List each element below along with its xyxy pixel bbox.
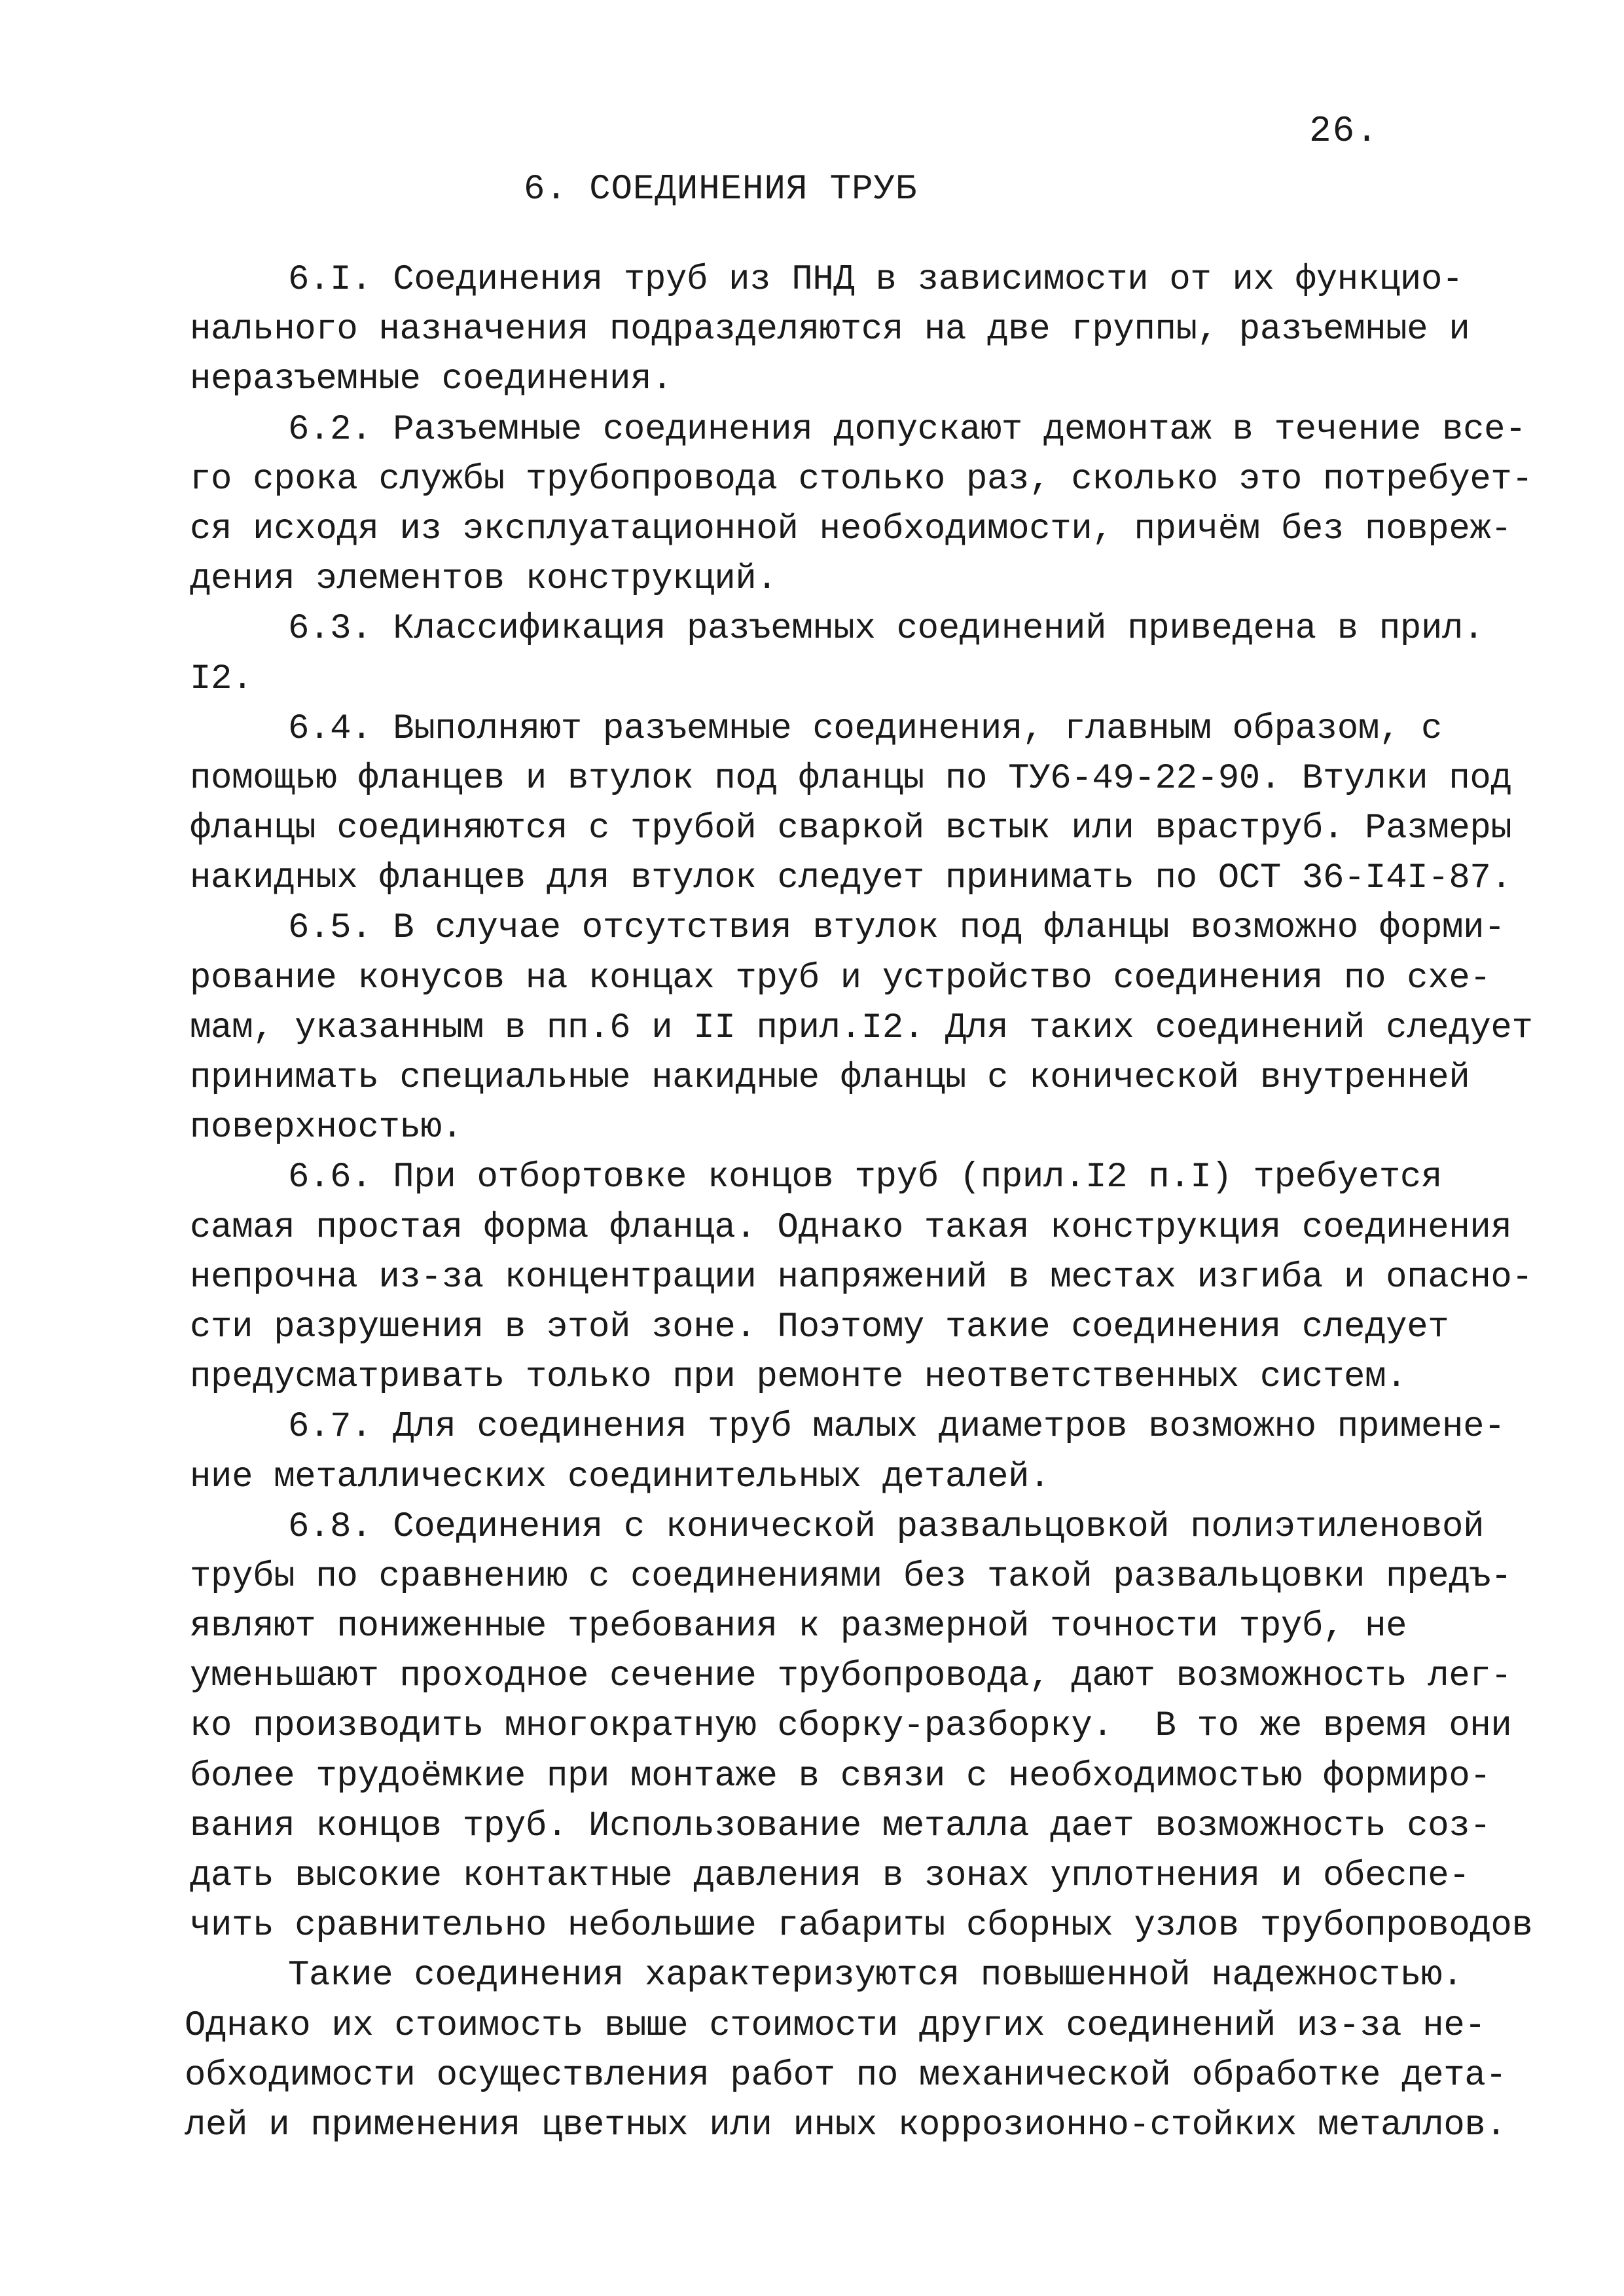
text-line: ние металлических соединительных деталей. bbox=[190, 1457, 1051, 1497]
text-line: принимать специальные накидные фланцы с конической внутренней bbox=[190, 1058, 1470, 1098]
page-number: 26. bbox=[1309, 110, 1379, 152]
text-line: поверхностью. bbox=[190, 1108, 463, 1148]
text-line: ко производить многократную сборку-разборку. В то же время они bbox=[190, 1706, 1512, 1747]
text-line: мам, указанным в пп.6 и II прил.I2. Для таких соединений следует bbox=[190, 1008, 1533, 1048]
text-line: I2. bbox=[190, 659, 253, 699]
text-line: 6.2. Разъемные соединения допускают демонтаж в течение все- bbox=[288, 409, 1526, 450]
text-line: дения элементов конструкций. bbox=[190, 559, 778, 600]
text-line: самая простая форма фланца. Однако такая конструкция соединения bbox=[190, 1207, 1512, 1248]
text-line: 6.I. Соединения труб из ПНД в зависимости от их функцио- bbox=[288, 260, 1464, 300]
text-line: помощью фланцев и втулок под фланцы по ТУ6-49-22-90. Втулки под bbox=[190, 758, 1512, 799]
section-heading: 6. СОЕДИНЕНИЯ ТРУБ bbox=[524, 170, 918, 210]
text-line: Однако их стоимость выше стоимости других соединений из-за не- bbox=[185, 2005, 1486, 2046]
text-line: го срока службы трубопровода столько раз, сколько это потребует- bbox=[190, 459, 1533, 500]
text-line: 6.4. Выполняют разъемные соединения, главным образом, с bbox=[288, 708, 1443, 749]
text-line: фланцы соединяются с трубой сваркой встык или враструб. Размеры bbox=[190, 809, 1512, 849]
text-line: 6.7. Для соединения труб малых диаметров возможно примене- bbox=[288, 1407, 1506, 1448]
text-line: более трудоёмкие при монтаже в связи с необходимостью формиро- bbox=[190, 1756, 1491, 1796]
text-line: Такие соединения характеризуются повышенной надежностью. bbox=[288, 1956, 1464, 1996]
text-line: уменьшают проходное сечение трубопровода, дают возможность лег- bbox=[190, 1656, 1512, 1697]
body-text bbox=[185, 255, 1533, 2151]
text-line: рование конусов на концах труб и устройство соединения по схе- bbox=[190, 958, 1491, 998]
text-line: предусматривать только при ремонте неответственных систем. bbox=[190, 1357, 1407, 1398]
text-line: 6.8. Соединения с конической развальцовкой полиэтиленовой bbox=[288, 1506, 1485, 1547]
text-line: чить сравнительно небольшие габариты сборных узлов трубопроводов bbox=[190, 1906, 1533, 1946]
text-line: ся исходя из эксплуатационной необходимости, причём без повреж- bbox=[190, 509, 1512, 549]
text-line: трубы по сравнению с соединениями без такой развальцовки предъ- bbox=[190, 1556, 1512, 1597]
text-line: лей и применения цветных или иных коррозионно-стойких металлов. bbox=[185, 2105, 1507, 2145]
text-line: дать высокие контактные давления в зонах уплотнения и обеспе- bbox=[190, 1856, 1470, 1896]
text-line: 6.6. При отбортовке концов труб (прил.I2 п.I) требуется bbox=[288, 1157, 1443, 1198]
text-line: нального назначения подразделяются на две группы, разъемные и bbox=[190, 310, 1470, 350]
text-line: являют пониженные требования к размерной точности труб, не bbox=[190, 1607, 1407, 1647]
text-line: вания концов труб. Использование металла дает возможность соз- bbox=[190, 1806, 1491, 1846]
text-line: 6.5. В случае отсутствия втулок под фланцы возможно форми- bbox=[288, 908, 1506, 949]
text-line: сти разрушения в этой зоне. Поэтому такие соединения следует bbox=[190, 1307, 1449, 1347]
text-line: непрочна из-за концентрации напряжений в местах изгиба и опасно- bbox=[190, 1257, 1533, 1298]
text-line: 6.3. Классификация разъемных соединений приведена в прил. bbox=[288, 609, 1485, 649]
text-line: обходимости осуществления работ по механической обработке дета- bbox=[185, 2055, 1507, 2096]
text-line: накидных фланцев для втулок следует принимать по ОСТ 36-I4I-87. bbox=[190, 858, 1512, 899]
text-line: неразъемные соединения. bbox=[190, 359, 673, 400]
